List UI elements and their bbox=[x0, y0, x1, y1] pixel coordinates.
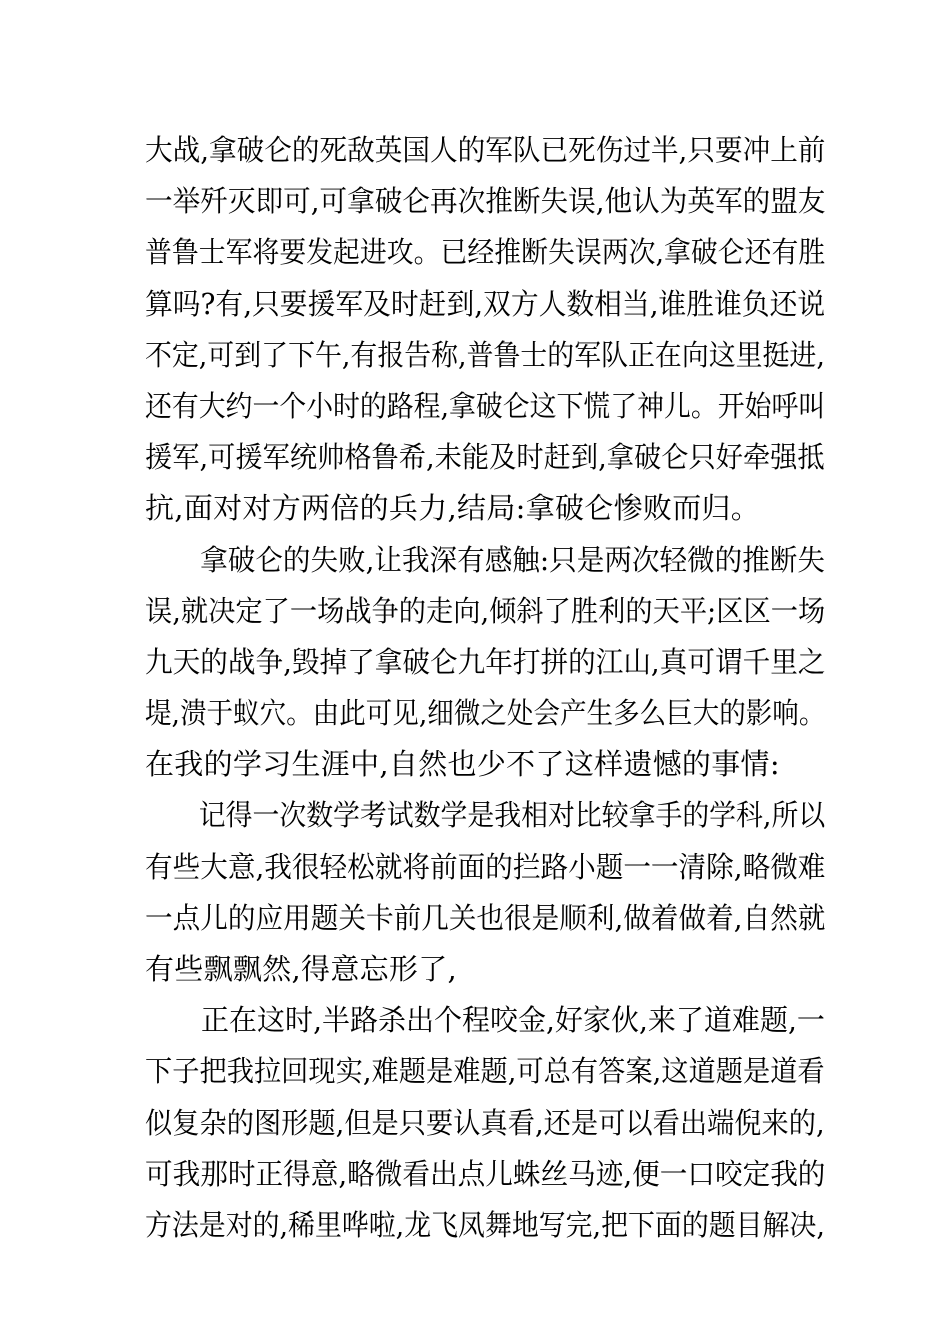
text-line: 大战,拿破仑的死敌英国人的军队已死伤过半,只要冲上前 bbox=[145, 133, 826, 167]
text-line: 九天的战争,毁掉了拿破仑九年打拼的江山,真可谓千里之 bbox=[145, 644, 826, 679]
text-line: 拿破仑的失败,让我深有感触:只是两次轻微的推断失 bbox=[145, 542, 825, 577]
text-line: 援军,可援军统帅格鲁希,未能及时赶到,拿破仑只好牵强抵 bbox=[145, 440, 825, 475]
text-line: 记得一次数学考试数学是我相对比较拿手的学科,所以 bbox=[145, 798, 826, 833]
text-line: 算吗?有,只要援军及时赶到,双方人数相当,谁胜谁负还说 bbox=[145, 286, 826, 321]
text-line: 在我的学习生涯中,自然也少不了这样遗憾的事情: bbox=[145, 747, 780, 782]
text-line: 可我那时正得意,略微看出点儿蛛丝马迹,便一口咬定我的 bbox=[145, 1156, 826, 1191]
text-line: 一举歼灭即可,可拿破仑再次推断失误,他认为英军的盟友 bbox=[145, 184, 826, 219]
text-line: 正在这时,半路杀出个程咬金,好家伙,来了道难题,一 bbox=[145, 1003, 825, 1038]
text-line: 有些飘飘然,得意忘形了, bbox=[145, 952, 458, 986]
text-line: 不定,可到了下午,有报告称,普鲁士的军队正在向这里挺进, bbox=[145, 337, 825, 372]
text-line: 误,就决定了一场战争的走向,倾斜了胜利的天平;区区一场 bbox=[145, 593, 826, 628]
text-line: 普鲁士军将要发起进攻。已经推断失误两次,拿破仑还有胜 bbox=[145, 235, 826, 270]
text-line: 有些大意,我很轻松就将前面的拦路小题一一清除,略微难 bbox=[145, 849, 826, 884]
text-line: 似复杂的图形题,但是只要认真看,还是可以看出端倪来的, bbox=[145, 1105, 825, 1140]
text-line: 抗,面对对方两倍的兵力,结局:拿破仑惨败而归。 bbox=[145, 491, 761, 526]
body-text bbox=[145, 125, 825, 1251]
text-line: 下子把我拉回现实,难题是难题,可总有答案,这道题是道看 bbox=[145, 1054, 825, 1089]
text-line: 堤,溃于蚁穴。由此可见,细微之处会产生多么巨大的影响。 bbox=[145, 696, 826, 731]
text-line: 一点儿的应用题关卡前几关也很是顺利,做着做着,自然就 bbox=[145, 900, 826, 935]
text-line: 方法是对的,稀里哗啦,龙飞凤舞地写完,把下面的题目解决, bbox=[145, 1207, 825, 1242]
text-line: 还有大约一个小时的路程,拿破仑这下慌了神儿。开始呼叫 bbox=[145, 388, 826, 423]
